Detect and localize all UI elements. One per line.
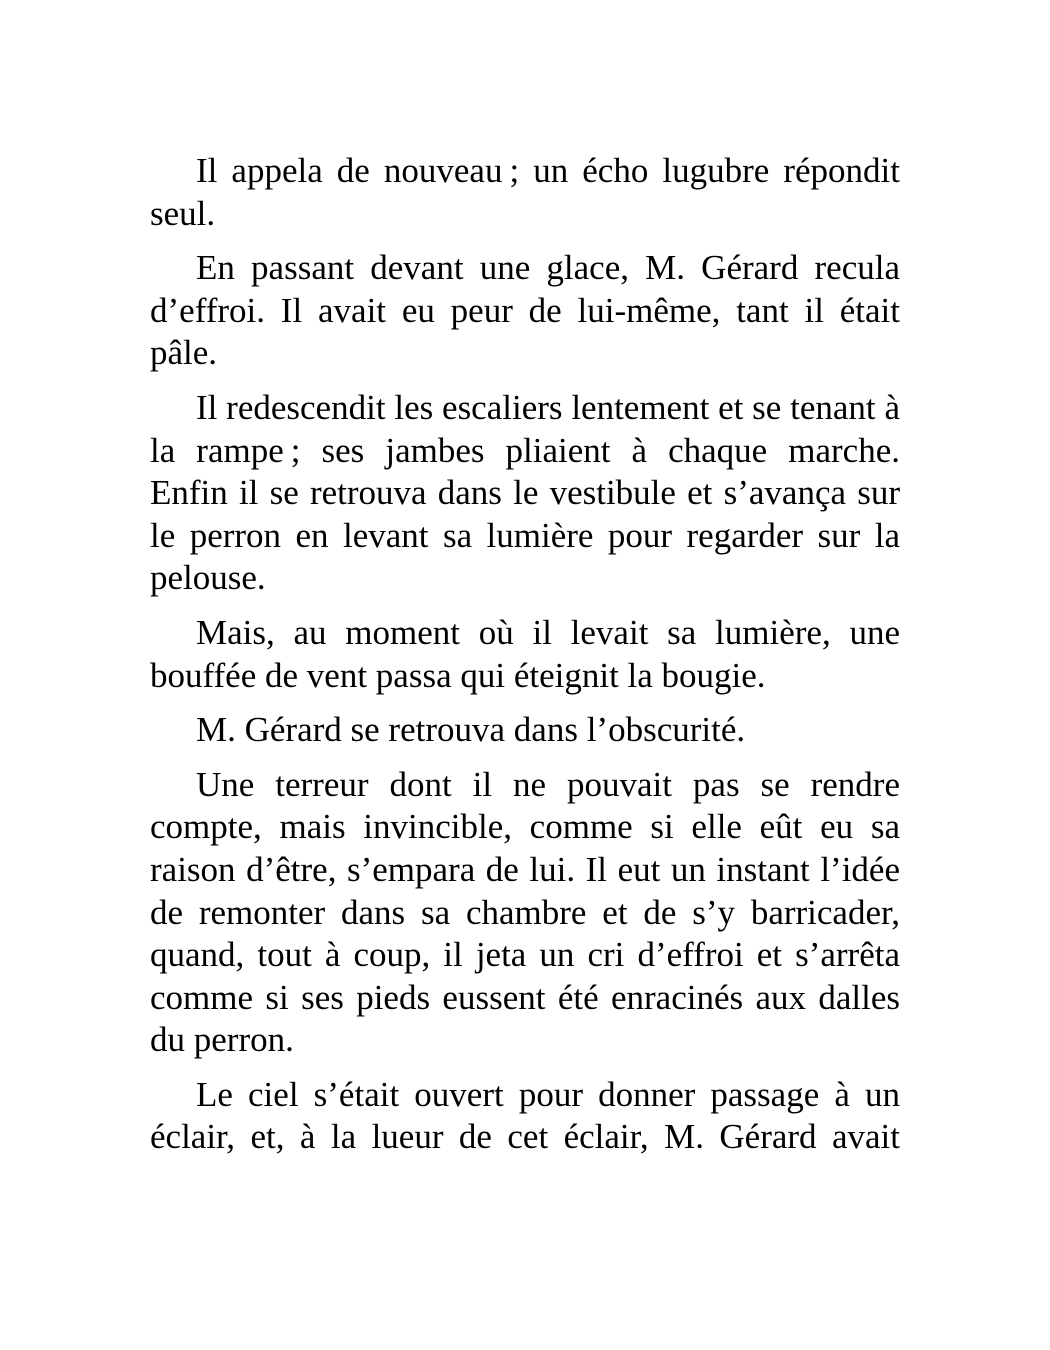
paragraph-2: En passant devant une glace, M. Gérard recula d’effroi. Il avait eu peur de lui-même, tant il était pâle. xyxy=(150,248,900,373)
book-page xyxy=(150,150,900,1159)
paragraph-4: Mais, au moment où il levait sa lumière, une bouffée de vent passa qui éteignit la bougie. xyxy=(150,612,900,695)
paragraph-5: M. Gérard se retrouva dans l’obscurité. xyxy=(196,710,746,750)
paragraph-6: Une terreur dont il ne pouvait pas se rendre compte, mais invincible, comme si elle eût eu sa raison d’être, s’empara de lui. Il eut un instant l’idée de remonter dans sa chambre et de s’y barricader, quand, tout à coup, il jeta un cri d’effroi et s’arrêta comme si ses pieds eussent été enracinés aux dalles du perron. xyxy=(150,764,900,1060)
paragraph-3: Il redescendit les escaliers lentement et se tenant à la rampe ; ses jambes pliaient à chaque marche. Enfin il se retrouva dans le vestibule et s’avança sur le perron en levant sa lumière pour regarder sur la pelouse. xyxy=(150,387,900,598)
paragraph-1: Il appela de nouveau ; un écho lugubre répondit seul. xyxy=(150,151,900,233)
paragraph-7-continued: Le ciel s’était ouvert pour donner passage à un éclair, et, à la lueur de cet éclair, M. Gérard avait xyxy=(150,1074,900,1157)
